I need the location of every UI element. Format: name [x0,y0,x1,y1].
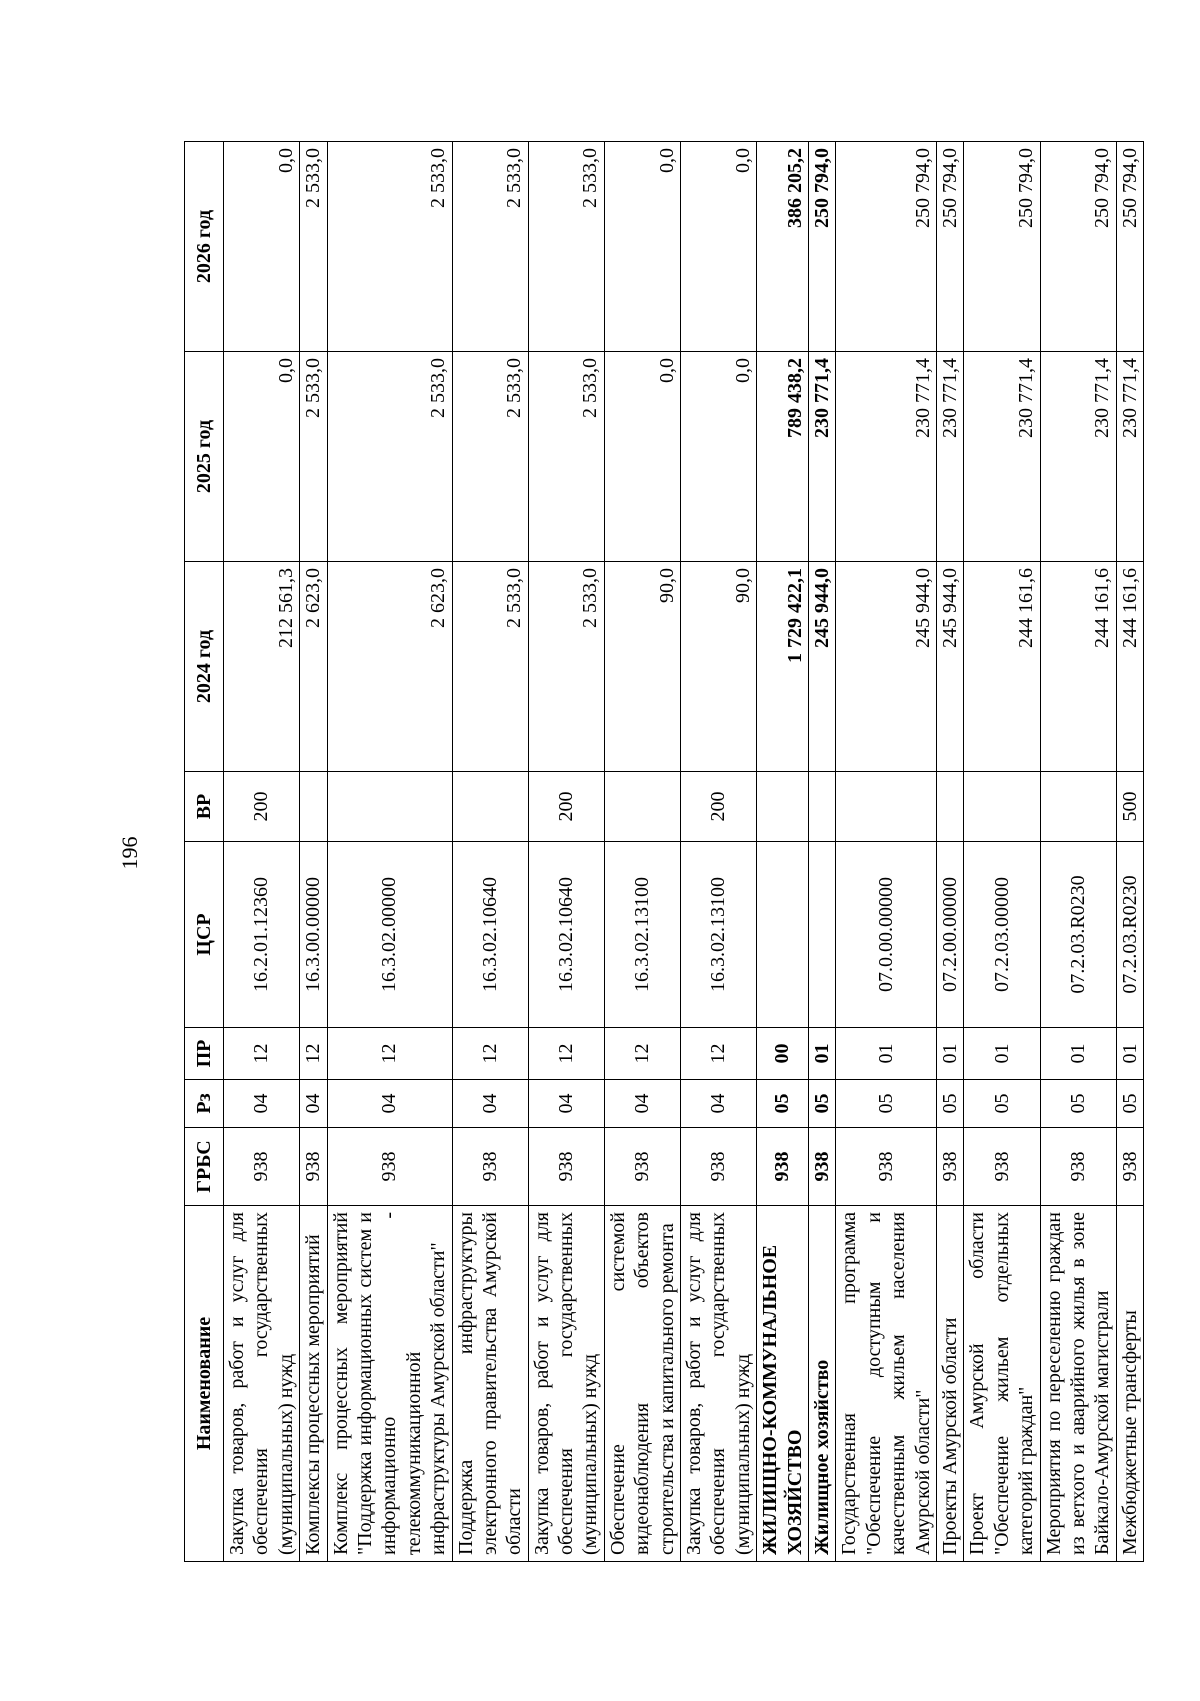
cell-2026: 250 794,0 [836,142,937,352]
cell-name: ЖИЛИЩНО-КОММУНАЛЬНОЕ ХОЗЯЙСТВО [757,1206,809,1562]
cell-rz: 05 [808,1080,835,1128]
cell-csr: 07.2.03.R0230 [1116,842,1143,1028]
cell-2026: 250 794,0 [936,142,963,352]
cell-2026: 250 794,0 [1040,142,1116,352]
cell-grbs: 938 [327,1128,452,1206]
cell-rz: 04 [528,1080,604,1128]
cell-name: Закупка товаров, работ и услуг для обеспечения государственных (муниципальных) нужд [681,1206,757,1562]
cell-grbs: 938 [1116,1128,1143,1206]
cell-name: Мероприятия по переселению граждан из ветхого и аварийного жилья в зоне Байкало-Амурской магистрали [1040,1206,1116,1562]
cell-pr: 12 [452,1028,528,1080]
cell-2025: 789 438,2 [757,352,809,562]
cell-grbs: 938 [452,1128,528,1206]
cell-2025: 230 771,4 [808,352,835,562]
cell-rz: 04 [452,1080,528,1128]
table-row [528,142,604,1562]
cell-2026: 250 794,0 [964,142,1040,352]
cell-rz: 05 [1040,1080,1116,1128]
cell-vr [936,772,963,842]
cell-grbs: 938 [604,1128,680,1206]
cell-name: Проекты Амурской области [936,1206,963,1562]
cell-vr [300,772,327,842]
cell-2024: 2 623,0 [300,562,327,772]
cell-pr: 01 [964,1028,1040,1080]
col-header-vr: ВР [185,772,224,842]
cell-2025: 2 533,0 [300,352,327,562]
table-row [604,142,680,1562]
cell-pr: 12 [224,1028,300,1080]
cell-vr [964,772,1040,842]
cell-2024: 2 533,0 [452,562,528,772]
cell-2026: 0,0 [604,142,680,352]
cell-2025: 230 771,4 [936,352,963,562]
cell-rz: 04 [604,1080,680,1128]
table-header-row [185,142,224,1562]
cell-2024: 245 944,0 [936,562,963,772]
cell-rz: 05 [757,1080,809,1128]
cell-csr: 07.2.00.00000 [936,842,963,1028]
col-header-rz: Рз [185,1080,224,1128]
cell-2025: 2 533,0 [452,352,528,562]
budget-table [184,141,1144,1562]
cell-pr: 12 [528,1028,604,1080]
cell-2025: 230 771,4 [1040,352,1116,562]
cell-name: Жилищное хозяйство [808,1206,835,1562]
cell-grbs: 938 [224,1128,300,1206]
cell-2026: 250 794,0 [808,142,835,352]
cell-pr: 00 [757,1028,809,1080]
col-header-csr: ЦСР [185,842,224,1028]
cell-rz: 05 [1116,1080,1143,1128]
cell-pr: 01 [1116,1028,1143,1080]
cell-csr: 16.3.02.13100 [681,842,757,1028]
cell-2024: 244 161,6 [964,562,1040,772]
cell-pr: 12 [300,1028,327,1080]
cell-vr [808,772,835,842]
cell-rz: 04 [300,1080,327,1128]
cell-name: Комплекс процессных мероприятий "Поддержка информационных систем и информационно - телекоммуникационной инфраструктуры Амурской области" [327,1206,452,1562]
cell-2025: 0,0 [224,352,300,562]
cell-grbs: 938 [936,1128,963,1206]
cell-csr: 16.3.02.13100 [604,842,680,1028]
cell-csr [808,842,835,1028]
cell-2025: 230 771,4 [964,352,1040,562]
cell-pr: 01 [1040,1028,1116,1080]
col-header-2025: 2025 год [185,352,224,562]
cell-rz: 04 [681,1080,757,1128]
cell-vr: 200 [681,772,757,842]
cell-rz: 04 [224,1080,300,1128]
cell-2026: 2 533,0 [300,142,327,352]
cell-vr [452,772,528,842]
cell-pr: 01 [808,1028,835,1080]
cell-name: Обеспечение системой видеонаблюдения объектов строительства и капитального ремонта [604,1206,680,1562]
rotated-table-wrapper [184,142,1141,1562]
cell-vr: 200 [224,772,300,842]
cell-pr: 12 [327,1028,452,1080]
cell-2025: 2 533,0 [528,352,604,562]
cell-csr: 07.0.00.00000 [836,842,937,1028]
cell-grbs: 938 [1040,1128,1116,1206]
table-row [836,142,937,1562]
cell-pr: 01 [836,1028,937,1080]
cell-rz: 05 [936,1080,963,1128]
cell-pr: 12 [681,1028,757,1080]
cell-vr [1040,772,1116,842]
cell-name: Государственная программа "Обеспечение доступным и качественным жильем населения Амурской области" [836,1206,937,1562]
cell-name: Закупка товаров, работ и услуг для обеспечения государственных (муниципальных) нужд [528,1206,604,1562]
col-header-grbs: ГРБС [185,1128,224,1206]
cell-vr: 500 [1116,772,1143,842]
cell-csr: 16.3.02.10640 [528,842,604,1028]
cell-csr: 16.3.02.00000 [327,842,452,1028]
cell-grbs: 938 [681,1128,757,1206]
cell-2024: 245 944,0 [836,562,937,772]
cell-grbs: 938 [808,1128,835,1206]
cell-2024: 2 533,0 [528,562,604,772]
cell-2024: 244 161,6 [1116,562,1143,772]
table-row [224,142,300,1562]
cell-2026: 2 533,0 [528,142,604,352]
cell-2024: 90,0 [681,562,757,772]
col-header-2026: 2026 год [185,142,224,352]
cell-2025: 230 771,4 [836,352,937,562]
cell-vr [327,772,452,842]
table-row [936,142,963,1562]
cell-csr: 07.2.03.R0230 [1040,842,1116,1028]
cell-2025: 230 771,4 [1116,352,1143,562]
cell-name: Поддержка инфраструктуры электронного правительства Амурской области [452,1206,528,1562]
cell-rz: 05 [964,1080,1040,1128]
col-header-pr: ПР [185,1028,224,1080]
cell-2024: 90,0 [604,562,680,772]
cell-2024: 244 161,6 [1040,562,1116,772]
table-row [327,142,452,1562]
cell-2025: 0,0 [681,352,757,562]
cell-2024: 212 561,3 [224,562,300,772]
cell-2026: 250 794,0 [1116,142,1143,352]
cell-name: Межбюджетные трансферты [1116,1206,1143,1562]
cell-grbs: 938 [300,1128,327,1206]
cell-2024: 245 944,0 [808,562,835,772]
table-row [681,142,757,1562]
cell-rz: 04 [327,1080,452,1128]
cell-2026: 2 533,0 [327,142,452,352]
cell-pr: 12 [604,1028,680,1080]
cell-grbs: 938 [964,1128,1040,1206]
cell-grbs: 938 [836,1128,937,1206]
cell-2024: 2 623,0 [327,562,452,772]
cell-2026: 386 205,2 [757,142,809,352]
cell-grbs: 938 [757,1128,809,1206]
table-row [1040,142,1116,1562]
cell-name: Проект Амурской области "Обеспечение жильем отдельных категорий граждан" [964,1206,1040,1562]
cell-vr [836,772,937,842]
cell-vr: 200 [528,772,604,842]
cell-csr: 16.3.02.10640 [452,842,528,1028]
table-row [300,142,327,1562]
table-row [452,142,528,1562]
cell-2025: 0,0 [604,352,680,562]
cell-vr [757,772,809,842]
cell-csr: 16.3.00.00000 [300,842,327,1028]
cell-2026: 2 533,0 [452,142,528,352]
page-number: 196 [117,836,142,870]
table-row [808,142,835,1562]
cell-csr [757,842,809,1028]
cell-2024: 1 729 422,1 [757,562,809,772]
col-header-name: Наименование [185,1206,224,1562]
table-row [757,142,809,1562]
cell-2026: 0,0 [681,142,757,352]
cell-csr: 16.2.01.12360 [224,842,300,1028]
cell-vr [604,772,680,842]
col-header-2024: 2024 год [185,562,224,772]
cell-rz: 05 [836,1080,937,1128]
cell-2025: 2 533,0 [327,352,452,562]
cell-2026: 0,0 [224,142,300,352]
table-row [964,142,1040,1562]
cell-pr: 01 [936,1028,963,1080]
cell-csr: 07.2.03.00000 [964,842,1040,1028]
cell-grbs: 938 [528,1128,604,1206]
cell-name: Комплексы процессных мероприятий [300,1206,327,1562]
cell-name: Закупка товаров, работ и услуг для обеспечения государственных (муниципальных) нужд [224,1206,300,1562]
table-row [1116,142,1143,1562]
